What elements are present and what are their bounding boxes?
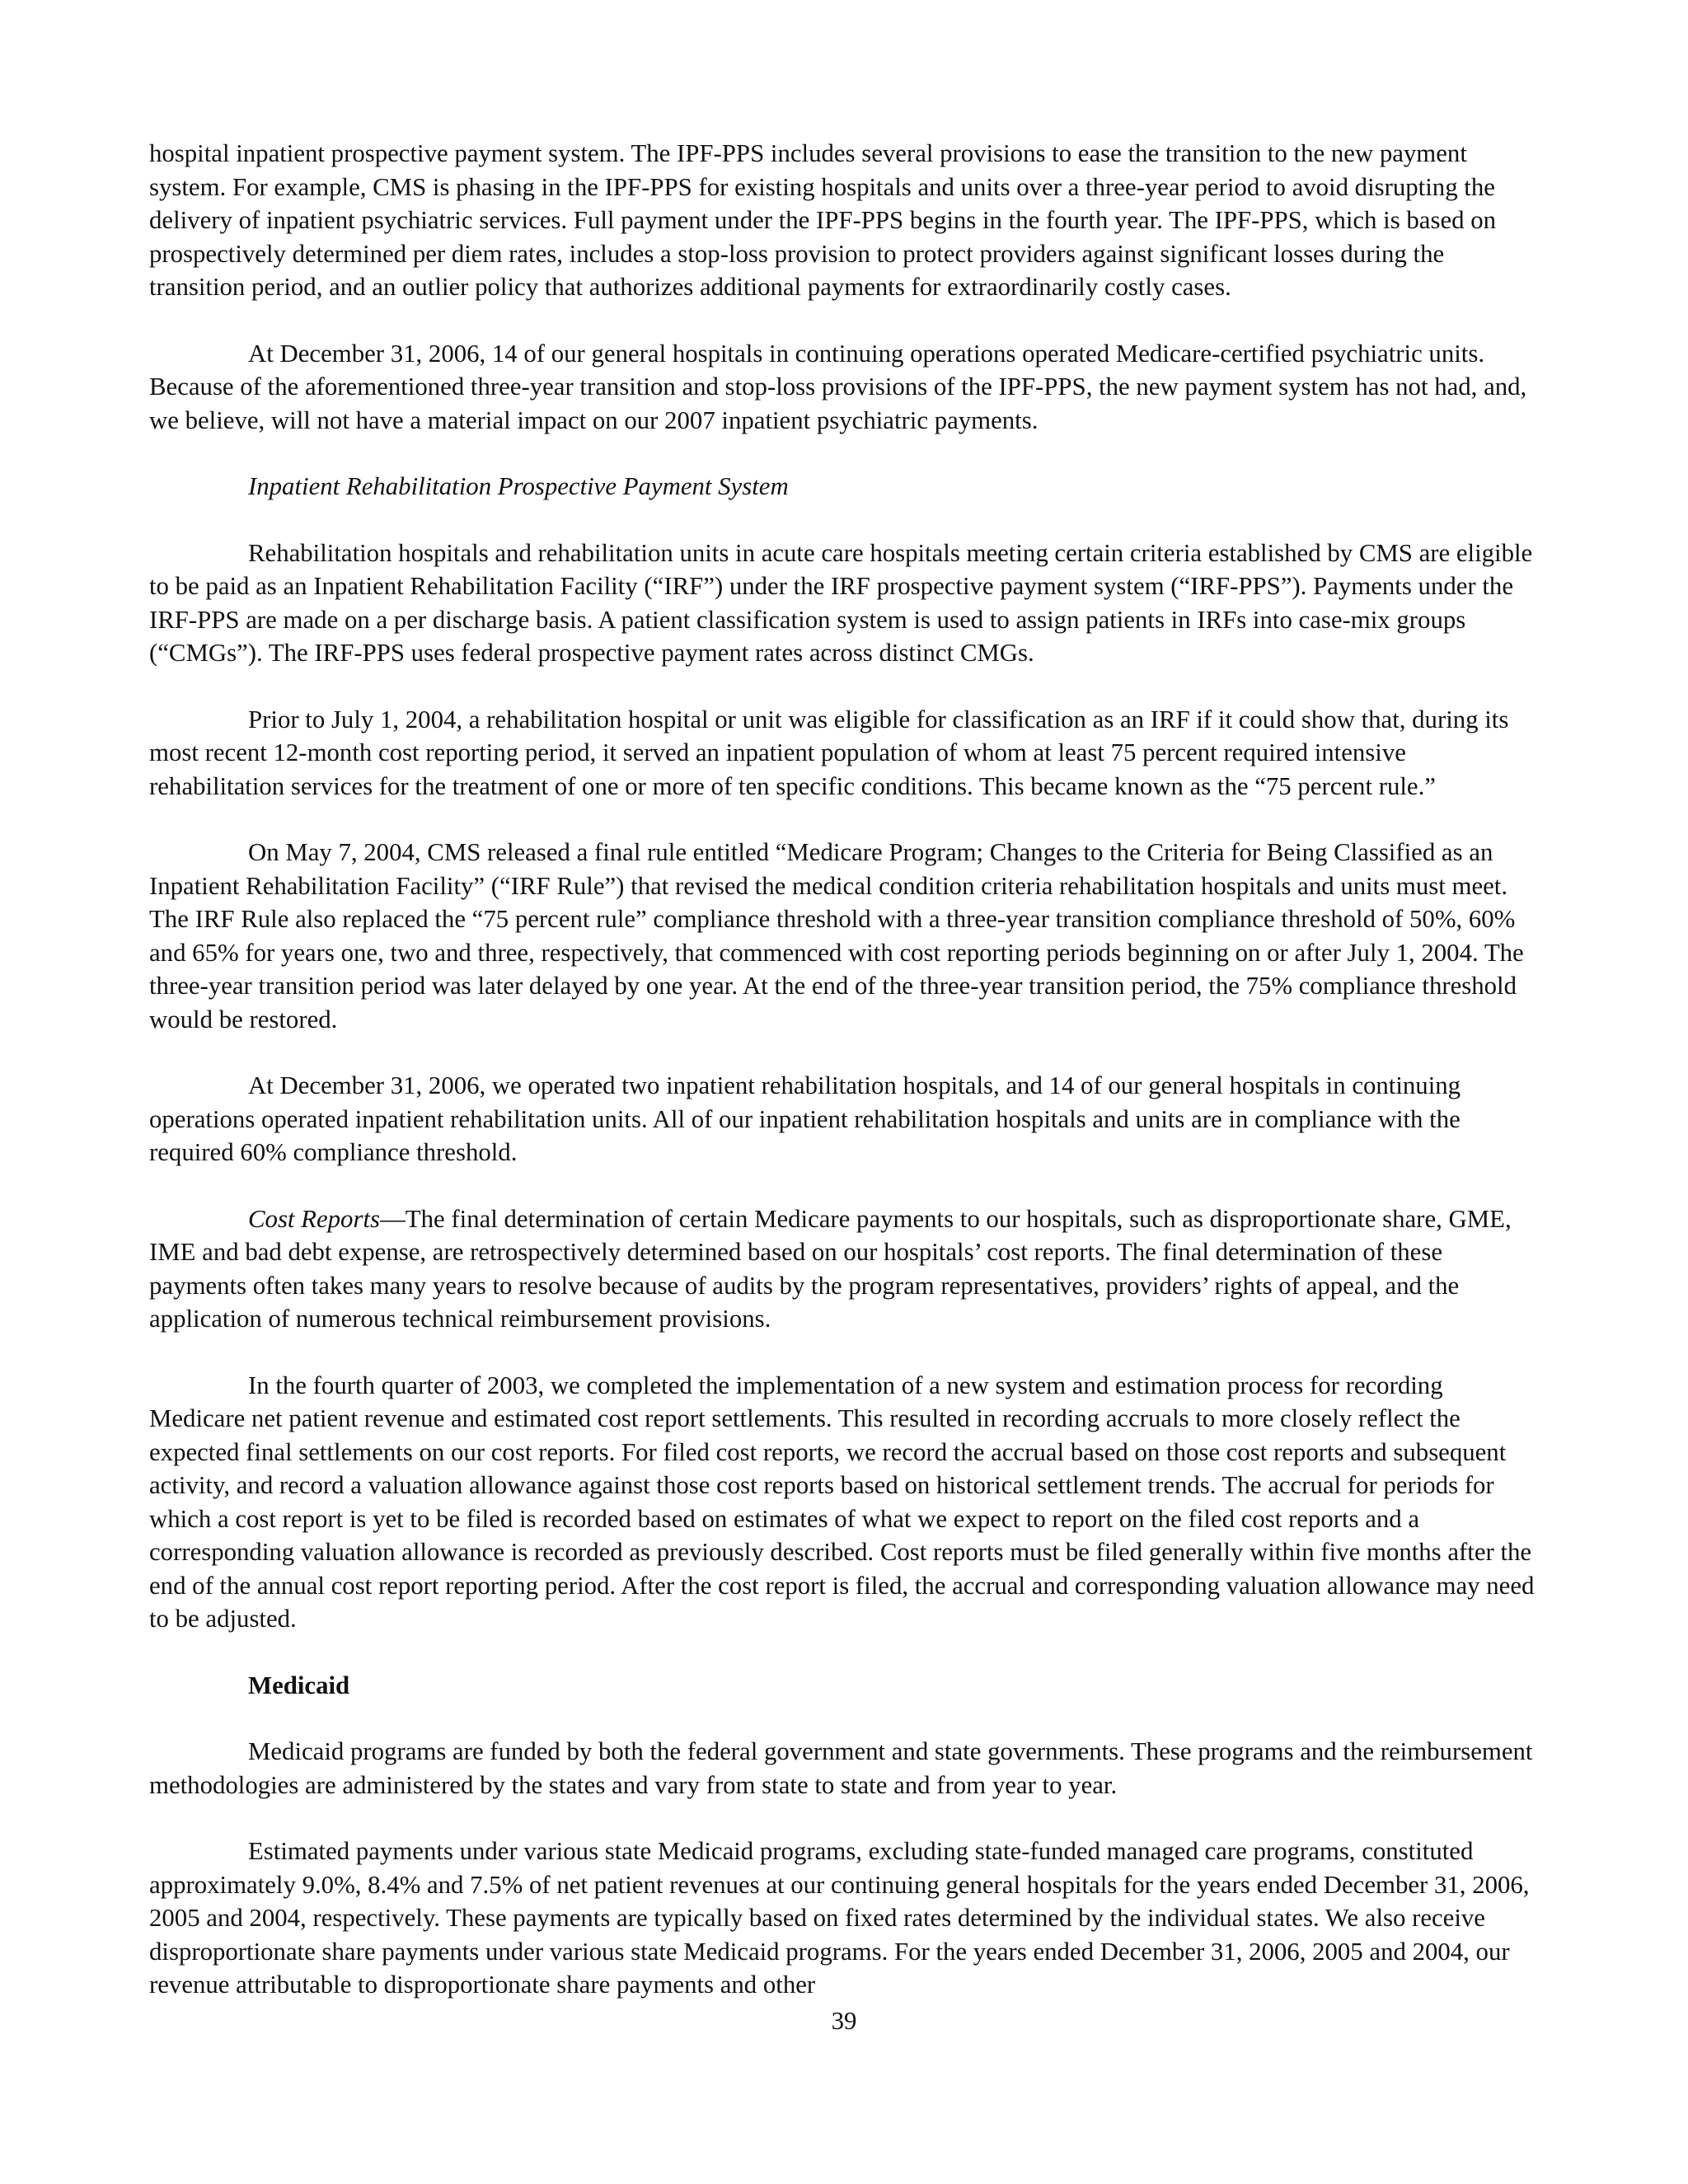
page-number: 39 <box>831 2007 857 2035</box>
cost-reports-text: —The final determination of certain Medicare payments to our hospitals, such as disproportionate share, GME, IME and bad debt expense, are retrospectively determined based on our hospitals’ cost reports. The final determination of these payments often takes many years to resolve because of audits by the program representatives, providers’ rights of appeal, and the application of numerous technical reimbursement provisions. <box>149 1204 1512 1333</box>
paragraph-75-percent-rule: Prior to July 1, 2004, a rehabilitation hospital or unit was eligible for classification as an IRF if it could show that, during its most recent 12-month cost reporting period, it served an inpatient population of whom at least 75 percent required intensive rehabilitation services for the treatment of one or more of ten specific conditions. This became known as the “75 percent rule.” <box>149 705 1509 800</box>
paragraph-ipf-pps-continued: hospital inpatient prospective payment system. The IPF-PPS includes several provisions to ease the transition to the new payment system. For example, CMS is phasing in the IPF-PPS for existing hospitals and units over a three-year period to avoid disrupting the delivery of inpatient psychiatric services. Full payment under the IPF-PPS begins in the fourth year. The IPF-PPS, which is based on prospectively determined per diem rates, includes a stop-loss provision to protect providers against significant losses during the transition period, and an outlier policy that authorizes additional payments for extraordinarily costly cases. <box>149 139 1497 301</box>
subheading-irf-pps: Inpatient Rehabilitation Prospective Payment System <box>248 472 789 500</box>
paragraph-psychiatric-units: At December 31, 2006, 14 of our general hospitals in continuing operations operated Medicare-certified psychiatric units. Because of the aforementioned three-year transition and stop-loss provisions of the IPF-PPS, the new payment system has not had, and, we believe, will not have a material impact on our 2007 inpatient psychiatric payments. <box>149 339 1527 434</box>
cost-reports-lead: Cost Reports <box>248 1204 380 1233</box>
paragraph-medicaid-payments: Estimated payments under various state Medicaid programs, excluding state-funded managed care programs, constituted approximately 9.0%, 8.4% and 7.5% of net patient revenues at our continuing general hospitals for the years ended December 31, 2006, 2005 and 2004, respectively. These payments are typically based on fixed rates determined by the individual states. We also receive disproportionate share payments under various state Medicaid programs. For the years ended December 31, 2006, 2005 and 2004, our revenue attributable to disproportionate share payments and other <box>149 1837 1530 1999</box>
paragraph-irf-eligibility: Rehabilitation hospitals and rehabilitation units in acute care hospitals meeting certain criteria established by CMS are eligible to be paid as an Inpatient Rehabilitation Facility (“IRF”) under the IRF prospective payment system (“IRF-PPS”). Payments under the IRF-PPS are made on a per discharge basis. A patient classification system is used to assign patients in IRFs into case-mix groups (“CMGs”). The IRF-PPS uses federal prospective payment rates across distinct CMGs. <box>149 538 1533 667</box>
subheading-medicaid: Medicaid <box>248 1671 350 1699</box>
paragraph-irf-rule: On May 7, 2004, CMS released a final rule entitled “Medicare Program; Changes to the Criteria for Being Classified as an Inpatient Rehabilitation Facility” (“IRF Rule”) that revised the medical condition criteria rehabilitation hospitals and units must meet. The IRF Rule also replaced the “75 percent rule” compliance threshold with a three-year transition compliance threshold of 50%, 60% and 65% for years one, two and three, respectively, that commenced with cost reporting periods beginning on or after July 1, 2004. The three-year transition period was later delayed by one year. At the end of the three-year transition period, the 75% compliance threshold would be restored. <box>149 838 1524 1033</box>
paragraph-rehab-hospitals: At December 31, 2006, we operated two inpatient rehabilitation hospitals, and 14 of our general hospitals in continuing operations operated inpatient rehabilitation units. All of our inpatient rehabilitation hospitals and units are in compliance with the required 60% compliance threshold. <box>149 1071 1461 1166</box>
paragraph-cost-reports <box>149 1202 1542 1336</box>
page-body <box>149 137 1542 2035</box>
paragraph-estimation-process: In the fourth quarter of 2003, we completed the implementation of a new system and estimation process for recording Medicare net patient revenue and estimated cost report settlements. This resulted in recording accruals to more closely reflect the expected final settlements on our cost reports. For filed cost reports, we record the accrual based on those cost reports and subsequent activity, and record a valuation allowance against those cost reports based on historical settlement trends. The accrual for periods for which a cost report is yet to be filed is recorded based on estimates of what we expect to report on the filed cost reports and a corresponding valuation allowance is recorded as previously described. Cost reports must be filed generally within five months after the end of the annual cost report reporting period. After the cost report is filed, the accrual and corresponding valuation allowance may need to be adjusted. <box>149 1371 1535 1633</box>
paragraph-medicaid-funding: Medicaid programs are funded by both the federal government and state governments. These programs and the reimbursement methodologies are administered by the states and vary from state to state and from year to year. <box>149 1737 1533 1799</box>
